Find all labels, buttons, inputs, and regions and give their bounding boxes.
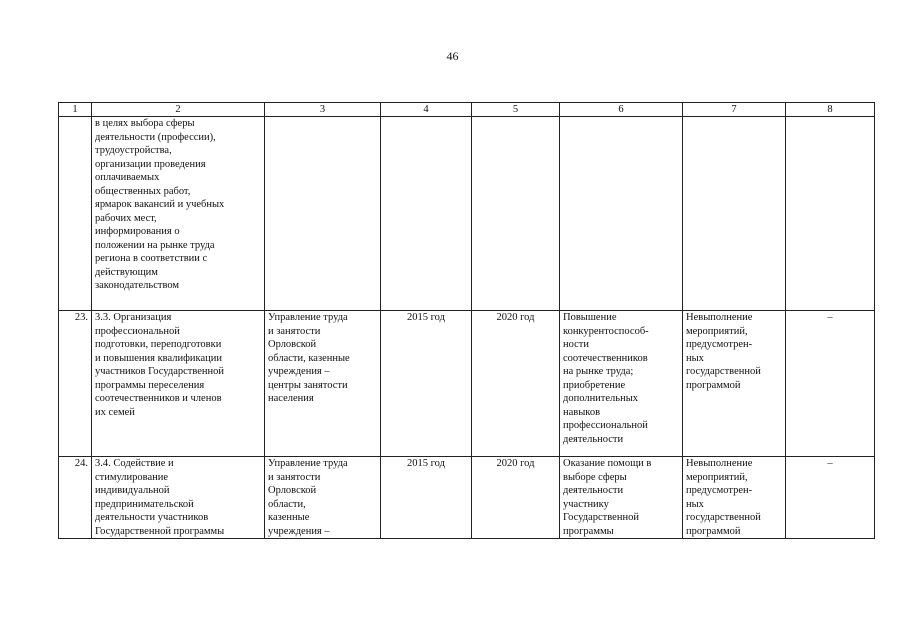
link-cell: – xyxy=(786,311,875,457)
link-cell xyxy=(786,117,875,311)
row-number-cell: 23. xyxy=(59,311,92,457)
executor-cell xyxy=(265,117,381,311)
end-date-cell xyxy=(472,117,560,311)
end-date-cell: 2020 год xyxy=(472,457,560,539)
table-row xyxy=(59,457,875,539)
start-date-cell: 2015 год xyxy=(381,311,472,457)
executor-cell: Управление труда и занятости Орловской области, казенные учреждения – центры занятости населения xyxy=(265,311,381,457)
page-number: 46 xyxy=(446,49,459,63)
start-date-cell xyxy=(381,117,472,311)
column-header: 7 xyxy=(683,103,786,117)
column-header: 8 xyxy=(786,103,875,117)
end-date-cell: 2020 год xyxy=(472,311,560,457)
table-row xyxy=(59,311,875,457)
table-row xyxy=(59,117,875,311)
event-cell: 3.3. Организация профессиональной подготовки, переподготовки и повышения квалификации участников Государственной программы переселения соотечественников и членов их семей xyxy=(92,311,265,457)
consequences-cell: Невыполнение мероприятий, предусмотрен- ных государственной программой xyxy=(683,457,786,539)
column-header: 3 xyxy=(265,103,381,117)
event-cell: в целях выбора сферы деятельности (профессии), трудоустройства, организации проведения оплачиваемых общественных работ, ярмарок вакансий и учебных рабочих мест, информирования о положении на рынке труда региона в соответствии с действующим законодательством xyxy=(92,117,265,311)
column-header: 5 xyxy=(472,103,560,117)
link-cell: – xyxy=(786,457,875,539)
row-number-cell xyxy=(59,117,92,311)
event-cell: 3.4. Содействие и стимулирование индивидуальной предпринимательской деятельности участников Государственной программы xyxy=(92,457,265,539)
row-number-cell: 24. xyxy=(59,457,92,539)
executor-cell: Управление труда и занятости Орловской области, казенные учреждения – xyxy=(265,457,381,539)
column-header: 2 xyxy=(92,103,265,117)
table-header-row xyxy=(59,103,875,117)
column-header: 4 xyxy=(381,103,472,117)
result-cell: Оказание помощи в выборе сферы деятельности участнику Государственной программы xyxy=(560,457,683,539)
result-cell: Повышение конкурентоспособ- ности соотечественников на рынке труда; приобретение дополнительных навыков профессиональной деятельности xyxy=(560,311,683,457)
column-header: 1 xyxy=(59,103,92,117)
result-cell xyxy=(560,117,683,311)
consequences-cell: Невыполнение мероприятий, предусмотрен- ных государственной программой xyxy=(683,311,786,457)
measures-table xyxy=(58,102,875,539)
column-header: 6 xyxy=(560,103,683,117)
start-date-cell: 2015 год xyxy=(381,457,472,539)
consequences-cell xyxy=(683,117,786,311)
